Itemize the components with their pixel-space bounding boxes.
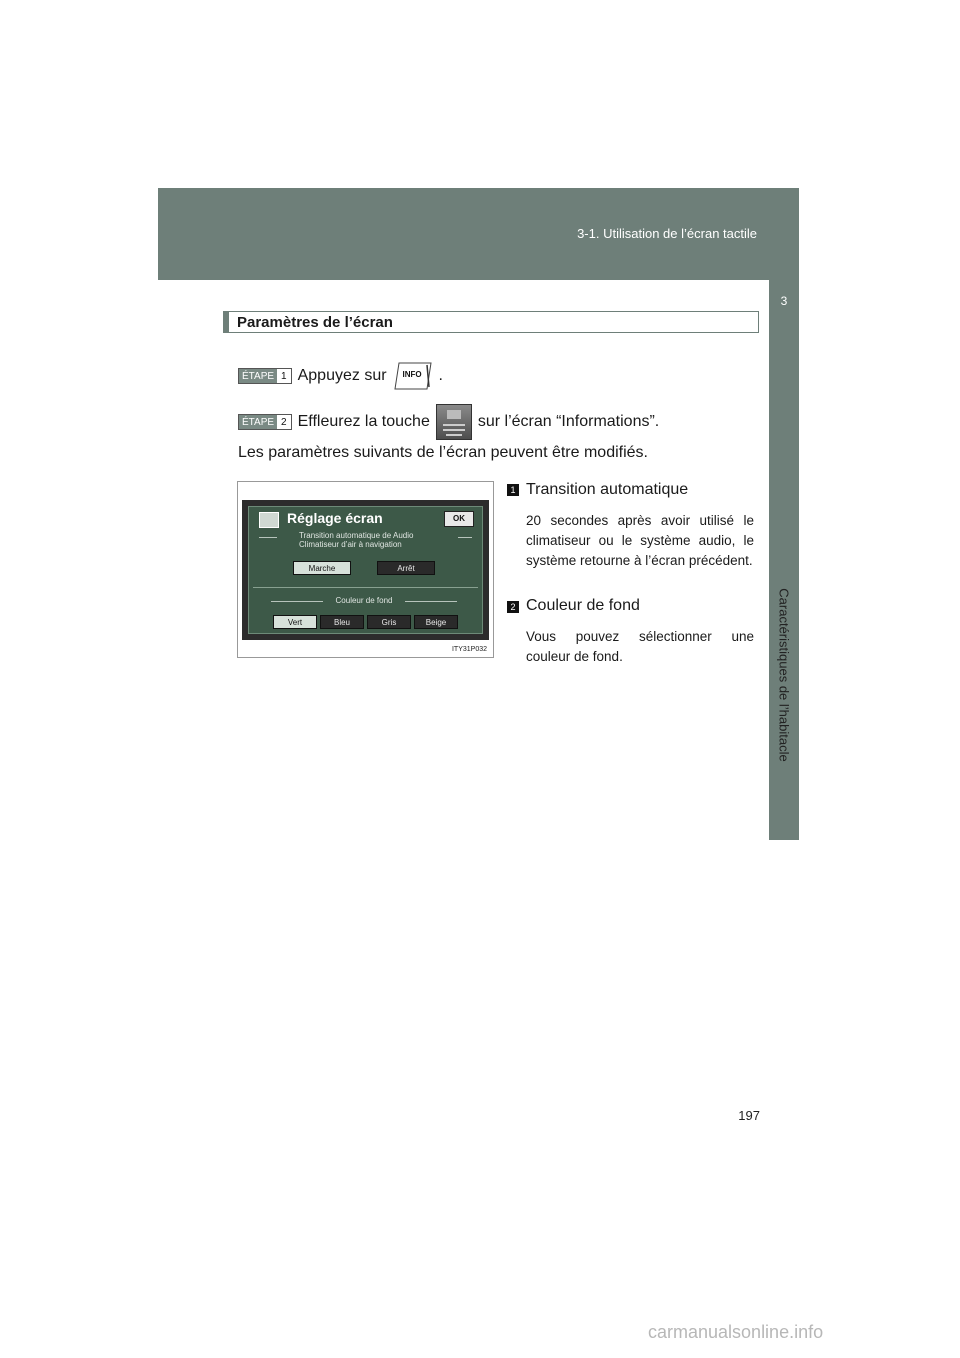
item-2-title: Couleur de fond <box>526 597 640 614</box>
step-badge <box>238 414 292 430</box>
display-bezel <box>242 500 489 640</box>
step-badge-number: 1 <box>281 370 287 382</box>
illustration-code: ITY31P032 <box>451 646 487 653</box>
info-button-label: INFO <box>402 370 422 379</box>
page-number: 197 <box>738 1108 760 1123</box>
color-rule-right <box>405 601 457 602</box>
step-1-text: Appuyez sur <box>297 367 387 384</box>
color-gris-button: Gris <box>367 615 411 629</box>
item-2-marker: 2 <box>507 601 519 613</box>
chapter-section-title: 3-1. Utilisation de l’écran tactile <box>577 226 757 241</box>
transition-rule-right <box>458 537 472 538</box>
step-2-text: Effleurez la touche <box>297 413 430 430</box>
color-beige-button: Beige <box>414 615 458 629</box>
color-heading: Couleur de fond <box>335 596 393 605</box>
step-badge-label: ÉTAPE <box>239 415 277 429</box>
screen-settings-icon <box>436 404 472 440</box>
watermark: carmanualsonline.info <box>648 1322 824 1342</box>
step-2-end: sur l’écran “Informations”. <box>477 413 660 430</box>
screen-divider <box>253 587 478 588</box>
marche-button: Marche <box>293 561 351 575</box>
step-2 <box>238 404 659 440</box>
step-badge-number: 2 <box>281 416 287 428</box>
item-2-body: Vous pouvez sélectionner une couleur de fond. <box>526 629 754 664</box>
section-title: Paramètres de l’écran <box>237 314 393 331</box>
step-1 <box>238 361 443 391</box>
step-badge <box>238 368 292 384</box>
display-screen <box>248 506 483 634</box>
ok-button: OK <box>444 511 474 527</box>
intro-paragraph: Les paramètres suivants de l’écran peuvent être modifiés. <box>238 444 648 461</box>
color-bleu-button: Bleu <box>320 615 364 629</box>
color-vert-button: Vert <box>273 615 317 629</box>
item-1-body: 20 secondes après avoir utilisé le climatiseur ou le système audio, le système retourne à l’écran précédent. <box>526 513 754 568</box>
item-1-title: Transition automatique <box>526 481 689 498</box>
chapter-title-text: Caractéristiques de l’habitacle <box>776 588 792 762</box>
screen-logo-icon <box>259 512 279 528</box>
transition-rule-left <box>259 537 277 538</box>
arret-button: Arrêt <box>377 561 435 575</box>
chapter-number: 3 <box>780 294 788 308</box>
transition-label-1: Transition automatique de Audio <box>299 531 414 540</box>
color-rule-left <box>271 601 323 602</box>
section-header <box>223 311 759 333</box>
item-1-marker: 1 <box>507 484 519 496</box>
screen-illustration <box>237 481 494 658</box>
screen-title: Réglage écran <box>287 510 383 526</box>
step-1-end: . <box>438 367 443 384</box>
transition-label-2: Climatiseur d’air à navigation <box>299 540 402 549</box>
step-badge-label: ÉTAPE <box>239 369 277 383</box>
header-band <box>158 188 799 280</box>
info-button-icon <box>393 361 433 391</box>
